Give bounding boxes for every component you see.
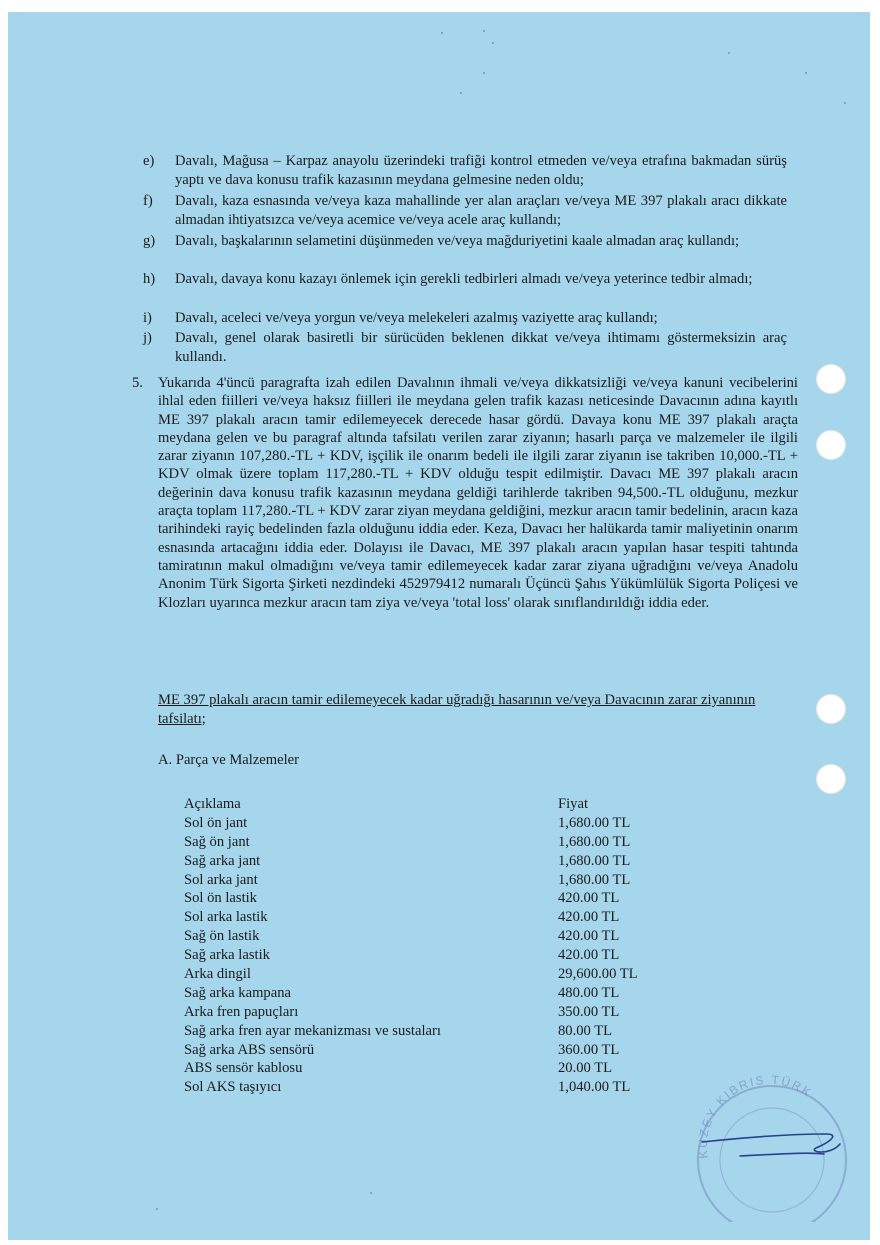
- scan-speck: [492, 42, 494, 44]
- row-price: 29,600.00 TL: [558, 966, 638, 983]
- punch-hole: [816, 764, 846, 794]
- row-description: Sol ön lastik: [184, 890, 257, 907]
- list-letter: h): [143, 271, 156, 287]
- list-text: Davalı, başkalarının selametini düşünmeden ve/veya mağduriyetini kaale almadan araç kullandı;: [175, 233, 740, 249]
- punch-hole: [816, 694, 846, 724]
- list-letter: g): [143, 233, 156, 249]
- list-text: Davalı, kaza esnasında ve/veya kaza mahallinde yer alan araçları ve/veya ME 397 plakalı aracı dikkate almadan ihtiyatsızca ve/veya acemice ve/veya acele araç kullandı;: [175, 193, 787, 228]
- table-row: [184, 1003, 664, 1022]
- row-description: Sağ arka ABS sensörü: [184, 1041, 315, 1058]
- row-description: Sağ ön jant: [184, 833, 250, 850]
- list-letter: f): [143, 193, 153, 209]
- scan-speck: [441, 32, 443, 34]
- table-row: [184, 871, 664, 890]
- row-price: 20.00 TL: [558, 1060, 613, 1077]
- stamp-text: KUZEY KIBRIS TÜRK: [695, 1072, 816, 1160]
- scan-speck: [728, 52, 730, 54]
- table-row: [184, 946, 664, 965]
- punch-hole: [816, 430, 846, 460]
- table-row: [184, 1078, 664, 1097]
- row-price: 480.00 TL: [558, 984, 620, 1001]
- list-text: Davalı, aceleci ve/veya yorgun ve/veya melekeleri azalmış vaziyette araç kullandı;: [175, 310, 658, 326]
- parts-table: [184, 795, 664, 1097]
- table-header: [184, 795, 664, 814]
- scan-speck: [805, 72, 807, 74]
- list-letter: e): [143, 153, 155, 169]
- list-letter: i): [143, 310, 152, 326]
- list-text: Davalı, davaya konu kazayı önlemek için gerekli tedbirleri almadı ve/veya yeterince tedbir almadı;: [175, 271, 753, 287]
- row-description: Sağ arka fren ayar mekanizması ve sustaları: [184, 1022, 441, 1039]
- scan-speck: [483, 72, 485, 74]
- row-price: 420.00 TL: [558, 890, 620, 907]
- row-price: 1,680.00 TL: [558, 871, 631, 888]
- table-row: [184, 1022, 664, 1041]
- paragraph-number: 5.: [132, 375, 143, 391]
- row-description: Sol arka lastik: [184, 909, 268, 926]
- table-row: [184, 1041, 664, 1060]
- row-description: Sol AKS taşıyıcı: [184, 1079, 282, 1096]
- table-row: [184, 908, 664, 927]
- table-row: [184, 833, 664, 852]
- row-price: 420.00 TL: [558, 947, 620, 964]
- row-price: 1,680.00 TL: [558, 814, 631, 831]
- punch-hole: [816, 364, 846, 394]
- subsection-heading: A. Parça ve Malzemeler: [158, 752, 299, 768]
- table-row: [184, 965, 664, 984]
- stamp-lettering: [696, 1073, 815, 1160]
- row-price: 420.00 TL: [558, 909, 620, 926]
- document-page: [8, 12, 870, 1240]
- row-description: ABS sensör kablosu: [184, 1060, 303, 1077]
- row-description: Sağ arka jant: [184, 852, 261, 869]
- stamp-ring-inner: [720, 1108, 824, 1212]
- table-row: [184, 814, 664, 833]
- section-heading: ME 397 plakalı aracın tamir edilemeyecek kadar uğradığı hasarının ve/veya Davacının zarar ziyanının tafsilatı;: [158, 692, 756, 727]
- list-letter: j): [143, 330, 152, 346]
- scan-speck: [844, 102, 846, 104]
- official-stamp: [680, 1072, 860, 1222]
- row-description: Sağ ön lastik: [184, 928, 260, 945]
- column-header-description: Açıklama: [184, 796, 241, 812]
- list-text: Davalı, genel olarak basiretli bir sürücüden beklenen dikkat ve/veya ihtimamı göstermeksizin araç kullandı.: [175, 330, 787, 365]
- row-price: 1,680.00 TL: [558, 852, 631, 869]
- scan-speck: [370, 1192, 372, 1194]
- row-description: Arka fren papuçları: [184, 1003, 299, 1020]
- scan-speck: [460, 92, 462, 94]
- row-price: 80.00 TL: [558, 1022, 613, 1039]
- table-row: [184, 1059, 664, 1078]
- row-description: Sol arka jant: [184, 871, 258, 888]
- row-description: Sağ arka lastik: [184, 947, 270, 964]
- row-price: 1,680.00 TL: [558, 833, 631, 850]
- table-row: [184, 852, 664, 871]
- row-description: Sağ arka kampana: [184, 984, 291, 1001]
- column-header-price: Fiyat: [558, 796, 588, 812]
- scan-speck: [156, 1208, 158, 1210]
- scan-speck: [483, 30, 485, 32]
- row-price: 350.00 TL: [558, 1003, 620, 1020]
- table-row: [184, 889, 664, 908]
- table-row: [184, 927, 664, 946]
- row-price: 420.00 TL: [558, 928, 620, 945]
- row-price: 1,040.00 TL: [558, 1079, 631, 1096]
- row-price: 360.00 TL: [558, 1041, 620, 1058]
- row-description: Arka dingil: [184, 966, 251, 983]
- row-description: Sol ön jant: [184, 814, 248, 831]
- paragraph-text: Yukarıda 4'üncü paragrafta izah edilen Davalının ihmali ve/veya dikkatsizliği ve/veya kanuni vecibelerini ihlal eden fiilleri ve/veya haksız fiilleri ile meydana gelen trafik kazası neticesinde Davacının adına kayıtlı ME 397 plakalı aracın tamir edilemeyecek derecede hasar gördü. Davaya konu ME 397 plakalı araçta meydana gelen ve bu paragraf altında tafsilatı verilen zarar ziyanın; hasarlı parça ve malzemeler ile ilgili zarar ziyanın 107,280.-TL + KDV, işçilik ile onarım bedeli ile ilgili zarar ziyanın ise takriben 10,000.-TL + KDV olmak üzere toplam 117,280.-TL + KDV olduğu tespit edilmiştir. Davacı ME 397 plakalı aracın değerinin dava konusu trafik kazasının meydana geldiği tarihlerde takriben 94,500.-TL olduğunu, mezkur araçta toplam 117,280.-TL + KDV zarar ziyan meydana geldiğini, mezkur aracın tamir bedelinin, aracın kaza tarihindeki rayiç bedelinden fazla olduğunu iddia eder. Keza, Davacı her halükarda tamir maliyetinin onarım esnasında artacağını iddia eder. Dolayısı ile Davacı, ME 397 plakalı aracın yapılan hasar tespiti tahtında tamiratının makul olmadığını ve/veya tamir edilemeyecek kadar zarar ziyana uğradığını ve/veya Anadolu Anonim Türk Sigorta Şirketi nezdindeki 452979412 numaralı Üçüncü Şahıs Yükümlülük Sigorta Poliçesi ve Klozları uyarınca mezkur aracın tam ziya ve/veya 'total loss' olarak sınıflandırıldığı iddia eder.: [158, 375, 798, 611]
- list-text: Davalı, Mağusa – Karpaz anayolu üzerindeki trafiği kontrol etmeden ve/veya etrafına bakmadan sürüş yaptı ve dava konusu trafik kazasının meydana gelmesine neden oldu;: [175, 153, 787, 188]
- table-row: [184, 984, 664, 1003]
